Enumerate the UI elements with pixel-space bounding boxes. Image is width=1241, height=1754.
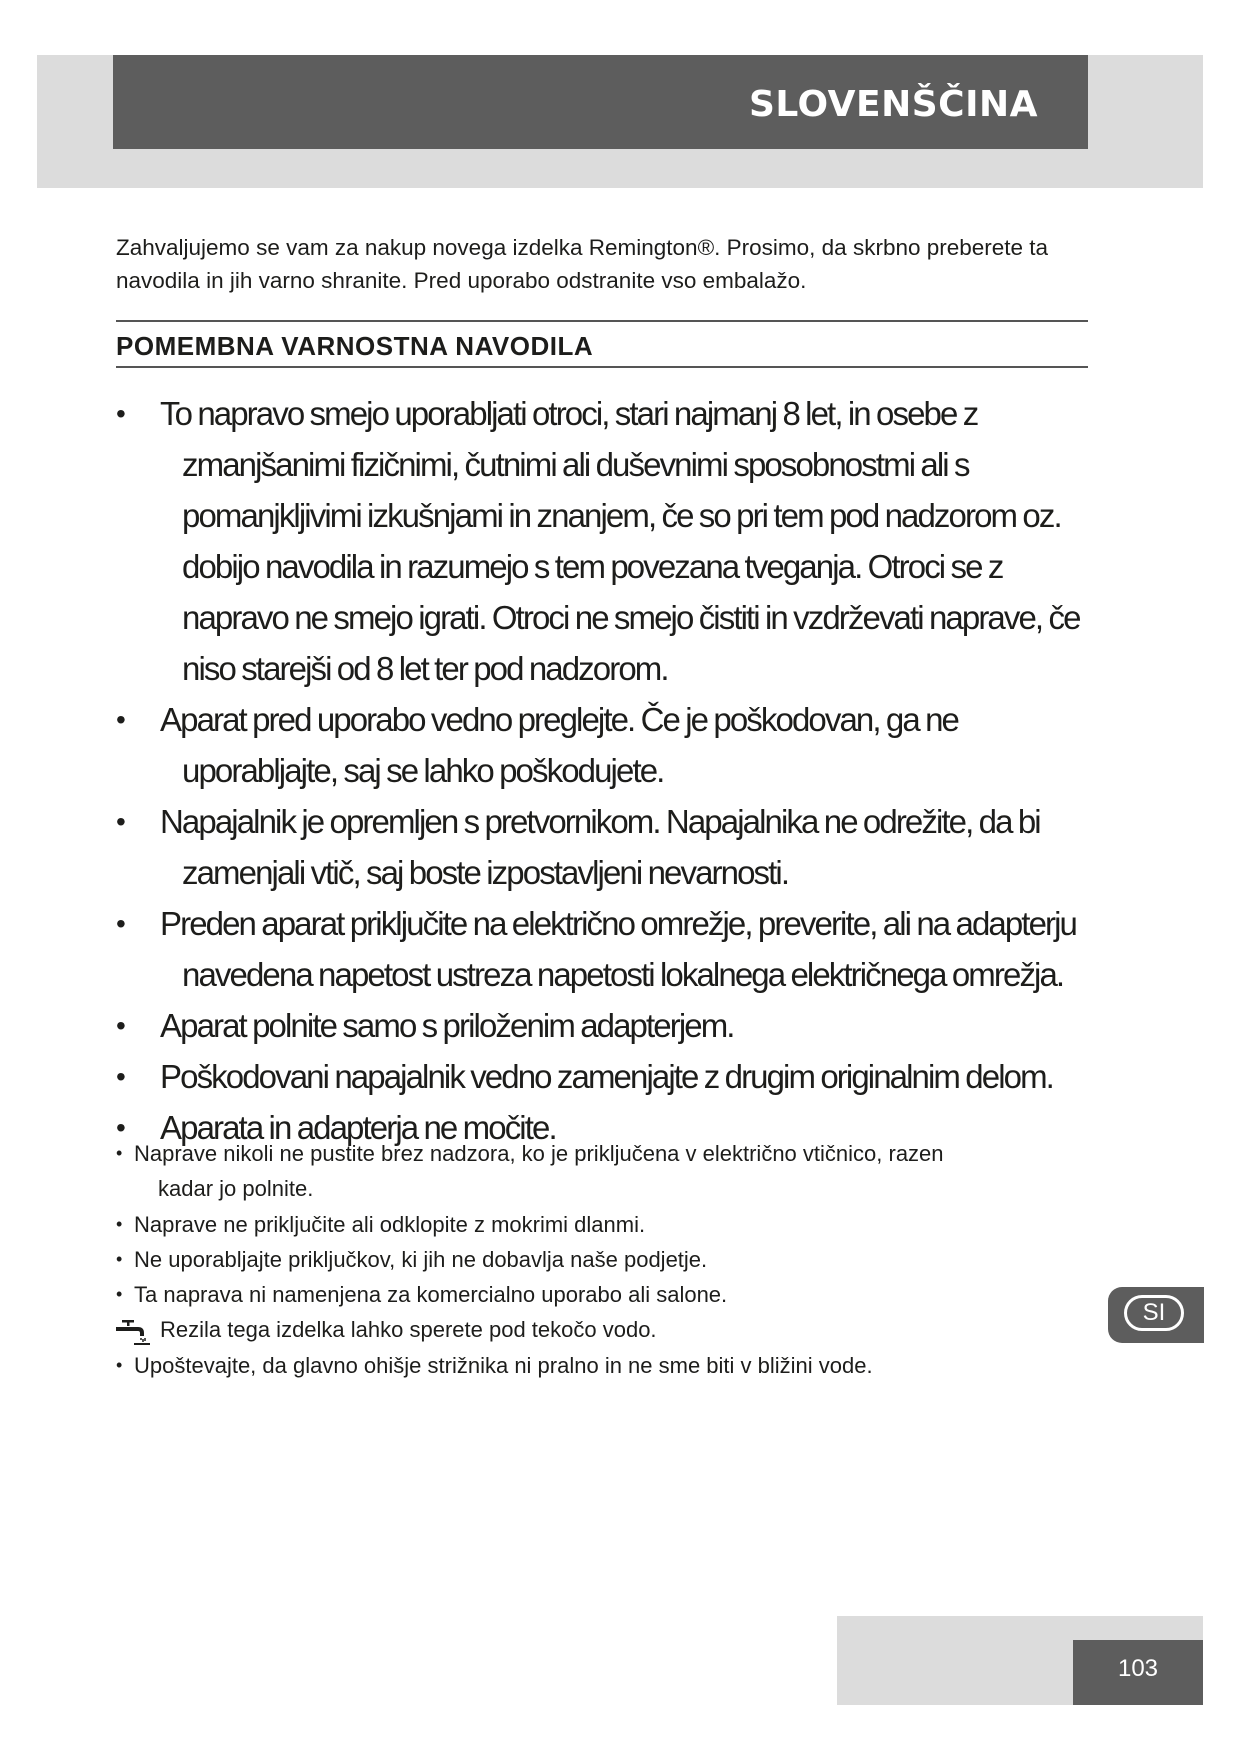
header-box <box>113 55 1088 149</box>
list-item-text: Poškodovani napajalnik vedno zamenjajte z drugim originalnim delom. <box>160 1058 1053 1095</box>
bullet: • <box>116 1143 123 1163</box>
section-rule-bottom <box>116 366 1088 368</box>
bullet: • <box>116 1354 123 1375</box>
list-item-text: Naprave ne priključite ali odklopite z mokrimi dlanmi. <box>134 1211 646 1237</box>
list-item <box>116 898 1096 1000</box>
list-item <box>116 1051 1096 1102</box>
list-item <box>116 1136 1076 1207</box>
list-item-text: Aparat pred uporabo vedno preglejte. Če je poškodovan, ga ne uporabljajte, saj se lahko poškodujete. <box>160 701 958 789</box>
list-item <box>116 388 1096 694</box>
list-item <box>116 1242 1076 1277</box>
language-title: SLOVENŠČINA <box>748 84 1038 125</box>
list-item <box>116 1277 1076 1312</box>
list-item-text: Ne uporabljajte priključkov, ki jih ne dobavlja naše podjetje. <box>134 1246 708 1272</box>
language-code: SI <box>1124 1295 1184 1331</box>
list-item-text: To napravo smejo uporabljati otroci, stari najmanj 8 let, in osebe z zmanjšanimi fizičnimi, čutnimi ali duševnimi sposobnostmi ali s pomanjkljivimi izkušnjami in znanjem, če so pri tem pod nadzorom oz. dobijo navodila in razumejo s tem povezana tveganja. Otroci se z napravo ne smejo igrati. Otroci ne smejo čistiti in vzdrževati naprave, če niso starejši od 8 let ter pod nadzorom. <box>160 395 1080 687</box>
bullet: • <box>116 1061 126 1092</box>
list-item <box>116 694 1096 796</box>
language-tab <box>1108 1287 1204 1343</box>
safety-list-large <box>116 388 1096 1153</box>
safety-list-small <box>116 1136 1076 1383</box>
list-item <box>116 1348 1076 1383</box>
bullet: • <box>116 908 126 939</box>
list-item-text: Napajalnik je opremljen s pretvornikom. Napajalnika ne odrežite, da bi zamenjali vtič, saj boste izpostavljeni nevarnosti. <box>160 803 1040 891</box>
list-item-text: Rezila tega izdelka lahko sperete pod tekočo vodo. <box>160 1317 657 1343</box>
list-item-text: Aparata in adapterja ne močite. <box>160 1109 556 1146</box>
bullet: • <box>116 704 126 735</box>
bullet: • <box>116 1213 123 1234</box>
bullet: • <box>116 398 126 429</box>
list-item <box>116 1207 1076 1242</box>
list-item-text: Naprave nikoli ne pustite brez nadzora, ko je priključena v električno vtičnico, razen <box>134 1141 944 1166</box>
list-item-text-continued: kadar jo polnite. <box>158 1176 314 1202</box>
bullet: • <box>116 1284 123 1305</box>
list-item-text: Preden aparat priključite na električno omrežje, preverite, ali na adapterju navedena napetost ustreza napetosti lokalnega električnega omrežja. <box>160 905 1077 993</box>
section-rule-top <box>116 320 1088 322</box>
list-item-text: Aparat polnite samo s priloženim adapterjem. <box>160 1007 734 1044</box>
bullet: • <box>116 1010 126 1041</box>
intro-paragraph: Zahvaljujemo se vam za nakup novega izdelka Remington®. Prosimo, da skrbno preberete ta navodila in jih varno shranite. Pred uporabo odstranite vso embalažo. <box>116 235 1049 293</box>
list-item <box>116 1312 1076 1347</box>
list-item-text: Ta naprava ni namenjena za komercialno uporabo ali salone. <box>134 1282 728 1308</box>
page-number: 103 <box>1117 1655 1159 1682</box>
list-item-text: Upoštevajte, da glavno ohišje strižnika ni pralno in ne sme biti v bližini vode. <box>134 1352 873 1378</box>
water-tap-icon <box>114 1318 152 1346</box>
bullet: • <box>116 806 126 837</box>
list-item <box>116 1000 1096 1051</box>
section-title: POMEMBNA VARNOSTNA NAVODILA <box>116 331 594 361</box>
footer-box <box>1073 1640 1203 1705</box>
bullet: • <box>116 1112 126 1143</box>
list-item <box>116 796 1096 898</box>
bullet: • <box>116 1248 123 1269</box>
